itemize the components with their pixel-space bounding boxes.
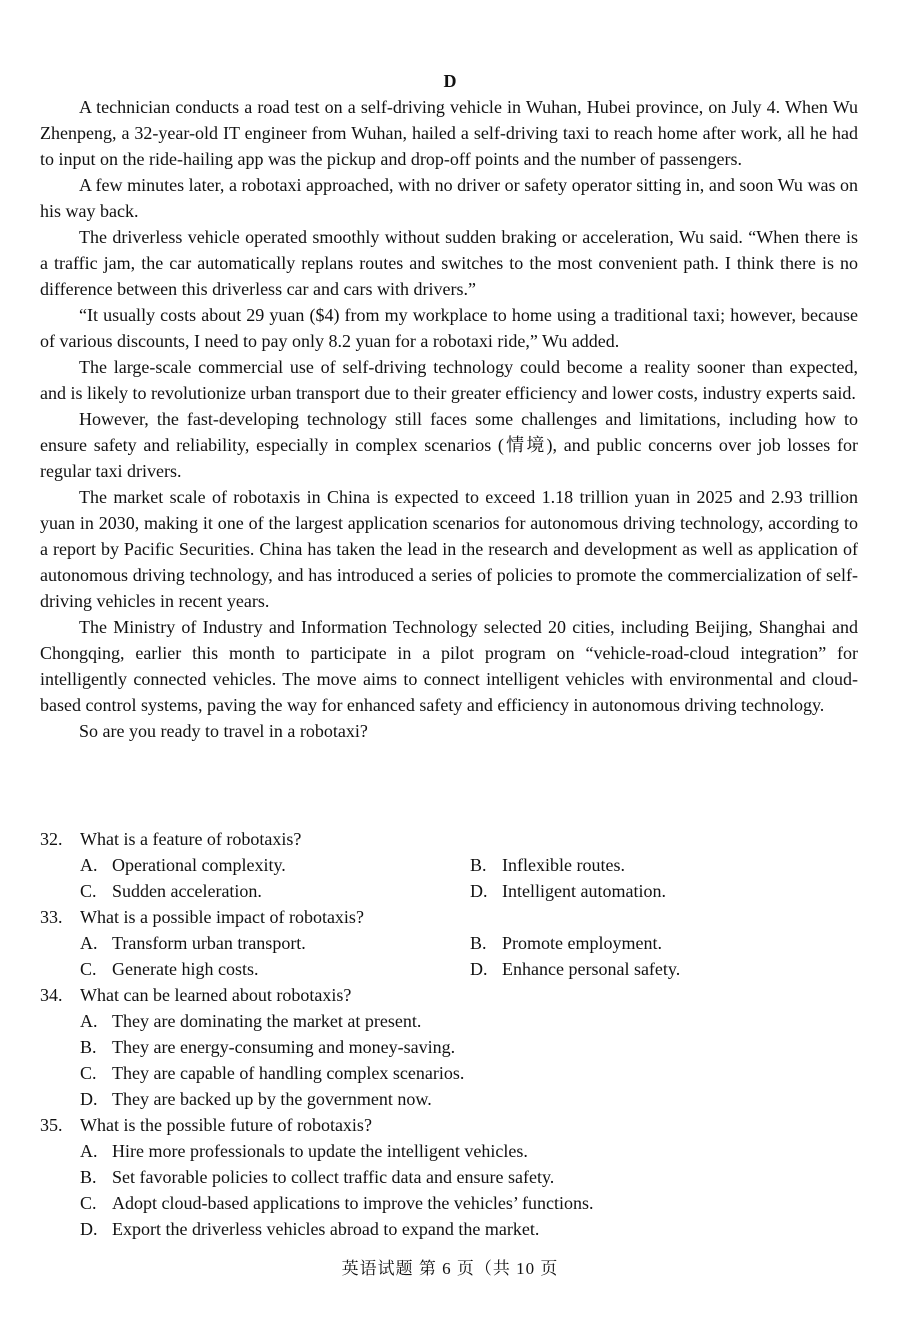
passage-paragraph: The Ministry of Industry and Information Technology selected 20 cities, including Beijing, Shanghai and Chongqing, earlier this month to participate in a pilot program on “vehicle-road-cloud integration” for intelligently connected vehicles. The move aims to connect intelligent vehicles with environmental and cloud-based control systems, paving the way for enhanced safety and efficiency in autonomous driving technology. (40, 617, 858, 715)
option-a[interactable] (40, 1138, 858, 1164)
option-text: Promote employment. (502, 933, 662, 953)
passage-paragraph: The market scale of robotaxis in China is expected to exceed 1.18 trillion yuan in 2025 and 2.93 trillion yuan in 2030, making it one of the largest application scenarios for autonomous driving technology, according to a report by Pacific Securities. China has taken the lead in the research and development as well as application of autonomous driving technology, and has introduced a series of policies to promote the commercialization of self-driving vehicles in recent years. (40, 487, 858, 611)
option-letter: A. (80, 1011, 98, 1031)
option-b[interactable] (40, 1164, 858, 1190)
option-a[interactable] (40, 852, 470, 878)
question-number: 35. (40, 1115, 63, 1135)
option-text: Operational complexity. (112, 855, 286, 875)
option-a[interactable] (40, 930, 470, 956)
option-b[interactable] (40, 1034, 858, 1060)
option-letter: D. (470, 959, 488, 979)
option-text: Adopt cloud-based applications to improve the vehicles’ functions. (112, 1193, 594, 1213)
option-letter: B. (80, 1037, 97, 1057)
passage-paragraph: A technician conducts a road test on a self-driving vehicle in Wuhan, Hubei province, on July 4. When Wu Zhenpeng, a 32-year-old IT engineer from Wuhan, hailed a self-driving taxi to reach home after work, all he had to input on the ride-hailing app was the pickup and drop-off points and the number of passengers. (40, 97, 858, 169)
question-35 (40, 1112, 858, 1242)
option-d[interactable] (40, 1216, 858, 1242)
question-number: 34. (40, 985, 63, 1005)
section-heading: D (443, 71, 457, 91)
option-letter: A. (80, 933, 98, 953)
option-d[interactable] (470, 956, 858, 982)
option-d[interactable] (470, 878, 858, 904)
passage-paragraph: However, the fast-developing technology still faces some challenges and limitations, including how to ensure safety and reliability, especially in complex scenarios (情境), and public concerns over job losses for regular taxi drivers. (40, 409, 858, 481)
option-text: Export the driverless vehicles abroad to expand the market. (112, 1219, 540, 1239)
option-a[interactable] (40, 1008, 858, 1034)
question-text: What is a possible impact of robotaxis? (80, 907, 364, 927)
option-c[interactable] (40, 878, 470, 904)
question-34 (40, 982, 858, 1112)
option-letter: D. (470, 881, 488, 901)
question-stem (40, 826, 858, 852)
option-text: Generate high costs. (112, 959, 259, 979)
option-c[interactable] (40, 956, 470, 982)
question-text: What is a feature of robotaxis? (80, 829, 302, 849)
passage-paragraph: So are you ready to travel in a robotaxi? (79, 721, 368, 741)
option-letter: C. (80, 1193, 97, 1213)
question-stem (40, 1112, 858, 1138)
option-text: Transform urban transport. (112, 933, 306, 953)
option-b[interactable] (470, 852, 858, 878)
option-text: Inflexible routes. (502, 855, 625, 875)
question-text: What can be learned about robotaxis? (80, 985, 352, 1005)
option-text: They are capable of handling complex scenarios. (112, 1063, 465, 1083)
option-text: They are dominating the market at present. (112, 1011, 422, 1031)
question-number: 32. (40, 829, 63, 849)
option-text: Set favorable policies to collect traffic data and ensure safety. (112, 1167, 555, 1187)
option-letter: B. (470, 855, 487, 875)
option-text: They are energy-consuming and money-saving. (112, 1037, 456, 1057)
option-text: Intelligent automation. (502, 881, 666, 901)
option-letter: D. (80, 1089, 98, 1109)
question-32 (40, 826, 858, 904)
option-text: Hire more professionals to update the intelligent vehicles. (112, 1141, 528, 1161)
option-c[interactable] (40, 1190, 858, 1216)
question-text: What is the possible future of robotaxis? (80, 1115, 372, 1135)
option-letter: A. (80, 1141, 98, 1161)
option-letter: C. (80, 881, 97, 901)
option-d[interactable] (40, 1086, 858, 1112)
page-footer: 英语试题 第 6 页（共 10 页 (341, 1259, 559, 1278)
option-text: Enhance personal safety. (502, 959, 681, 979)
passage-paragraph: “It usually costs about 29 yuan ($4) from my workplace to home using a traditional taxi; however, because of various discounts, I need to pay only 8.2 yuan for a robotaxi ride,” Wu added. (40, 305, 858, 351)
option-b[interactable] (470, 930, 858, 956)
passage-paragraph: The driverless vehicle operated smoothly without sudden braking or acceleration, Wu said. “When there is a traffic jam, the car automatically replans routes and switches to the most convenient path. I think there is no difference between this driverless car and cars with drivers.” (40, 227, 858, 299)
passage-paragraph: The large-scale commercial use of self-driving technology could become a reality sooner than expected, and is likely to revolutionize urban transport due to their greater efficiency and lower costs, industry experts said. (40, 357, 858, 403)
option-letter: C. (80, 1063, 97, 1083)
option-letter: B. (470, 933, 487, 953)
option-letter: A. (80, 855, 98, 875)
option-text: Sudden acceleration. (112, 881, 262, 901)
question-list (40, 826, 858, 1242)
option-c[interactable] (40, 1060, 858, 1086)
question-stem (40, 904, 858, 930)
question-33 (40, 904, 858, 982)
option-letter: B. (80, 1167, 97, 1187)
option-text: They are backed up by the government now. (112, 1089, 432, 1109)
reading-passage (40, 94, 858, 744)
option-letter: D. (80, 1219, 98, 1239)
question-number: 33. (40, 907, 63, 927)
question-stem (40, 982, 858, 1008)
option-letter: C. (80, 959, 97, 979)
passage-paragraph: A few minutes later, a robotaxi approached, with no driver or safety operator sitting in, and soon Wu was on his way back. (40, 175, 858, 221)
